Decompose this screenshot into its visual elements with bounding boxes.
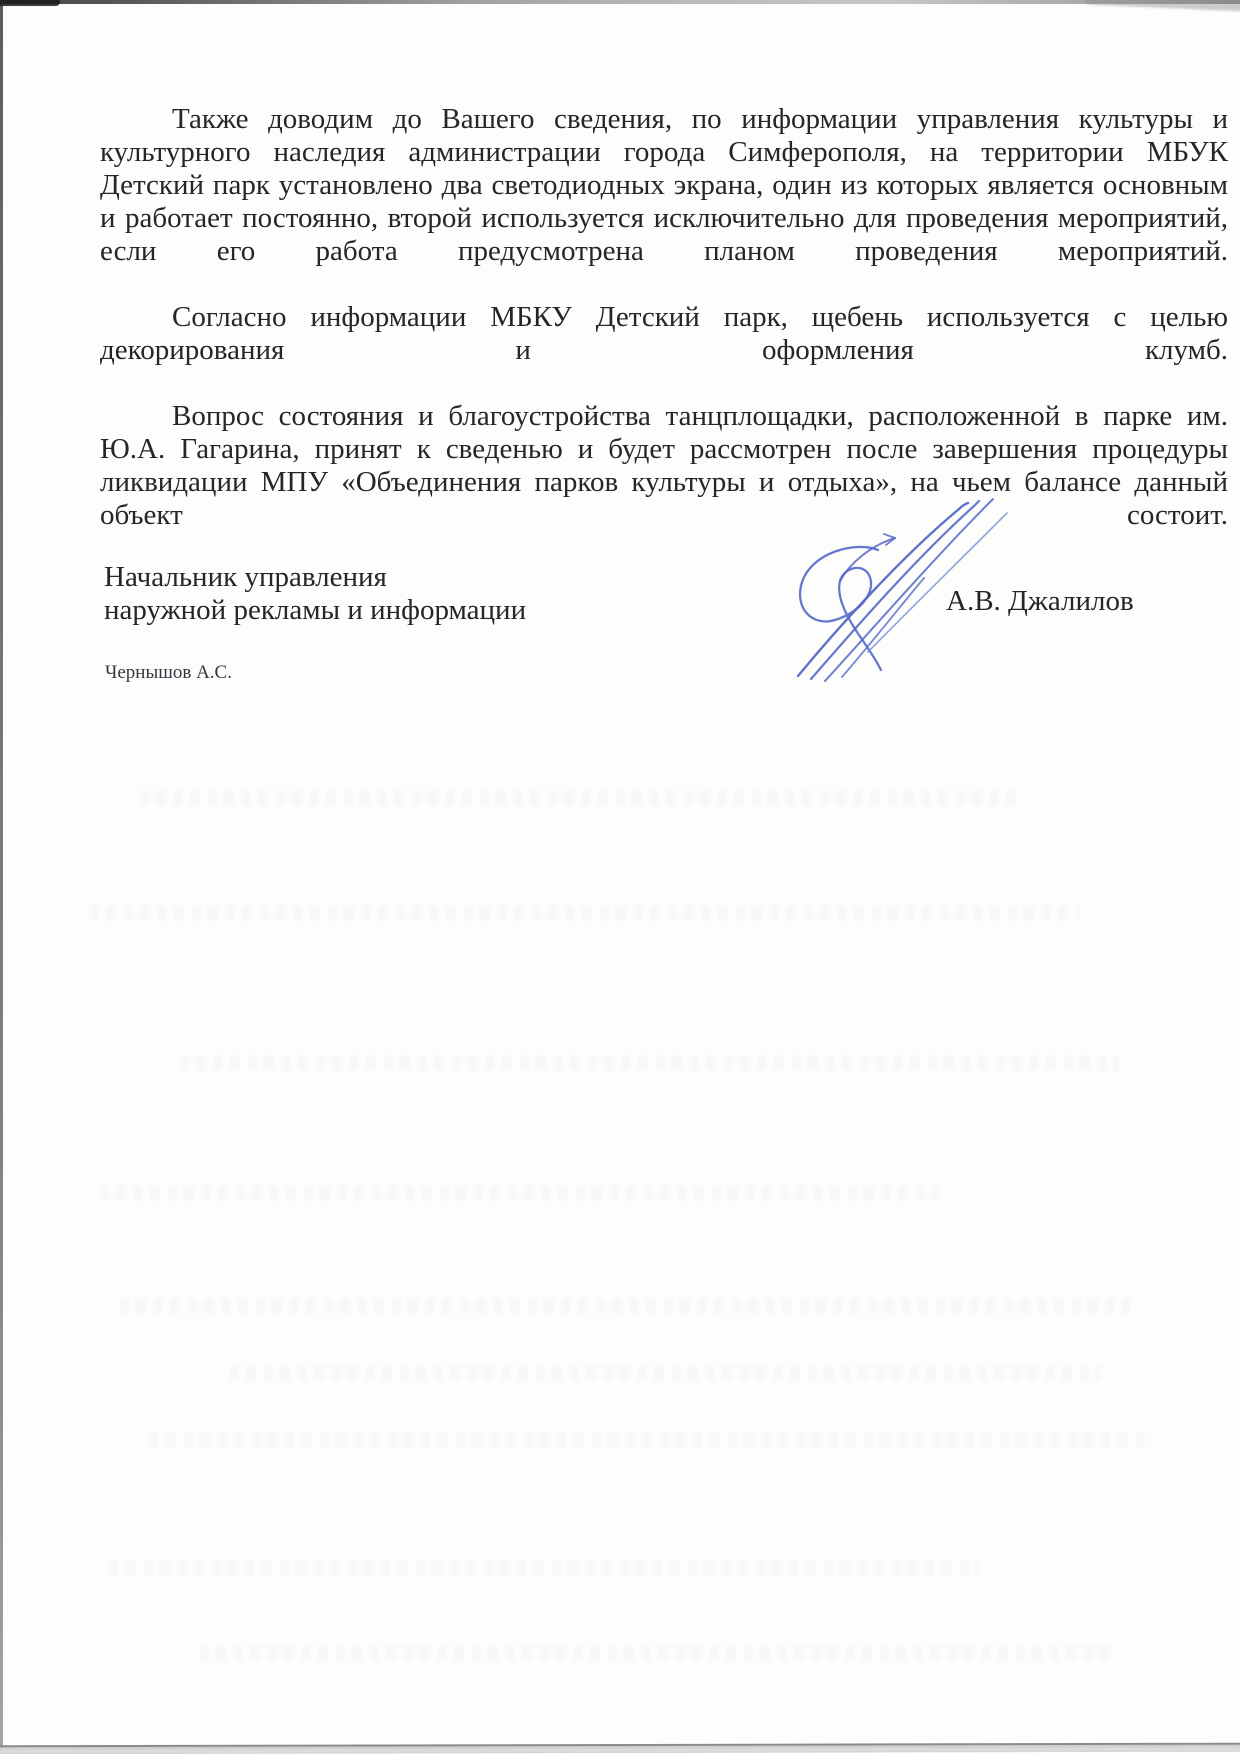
bleedthrough-ghost	[110, 1560, 980, 1576]
bleedthrough-ghost	[180, 1055, 1120, 1071]
scan-edge-top	[0, 0, 1240, 4]
letter-body	[100, 103, 1228, 565]
scan-edge-left	[0, 0, 3, 1753]
signer-name: А.В. Джалилов	[946, 585, 1134, 617]
letter-paragraph: Согласно информации МБКУ Детский парк, щебень используется с целью декорирования и оформления клумб.	[100, 301, 1228, 366]
letter-paragraph: Также доводим до Вашего сведения, по информации управления культуры и культурного наследия администрации города Симферополя, на территории МБУК Детский парк установлено два светодиодных экрана, один из которых является основным и работает постоянно, второй используется исключительно для проведения мероприятий, если его работа предусмотрена планом проведения мероприятий.	[100, 103, 1228, 267]
signoff-position-line1: Начальник управления	[104, 561, 387, 593]
executor-name: Чернышов А.С.	[105, 662, 232, 683]
bleedthrough-ghost	[150, 1432, 1150, 1448]
bleedthrough-ghost	[100, 1185, 940, 1201]
signoff-position-line2: наружной рекламы и информации	[104, 594, 527, 626]
scan-smudge-top-right	[1086, 0, 1240, 11]
scan-edge-bottom	[0, 1743, 1240, 1754]
bleedthrough-ghost	[90, 905, 1080, 921]
bleedthrough-ghost	[200, 1645, 1110, 1661]
signoff-position-title	[104, 561, 526, 627]
scan-edge-top-left-corner	[0, 0, 60, 6]
bleedthrough-ghost	[140, 790, 1020, 806]
bleedthrough-ghost	[120, 1298, 1130, 1314]
letter-paragraph: Вопрос состояния и благоустройства танцплощадки, расположенной в парке им. Ю.А. Гагарина, принят к сведенью и будет рассмотрен после завершения процедуры ликвидации МПУ «Объединения парков культуры и отдыха», на чьем балансе данный объект состоит.	[100, 400, 1228, 531]
bleedthrough-ghost	[230, 1365, 1100, 1381]
